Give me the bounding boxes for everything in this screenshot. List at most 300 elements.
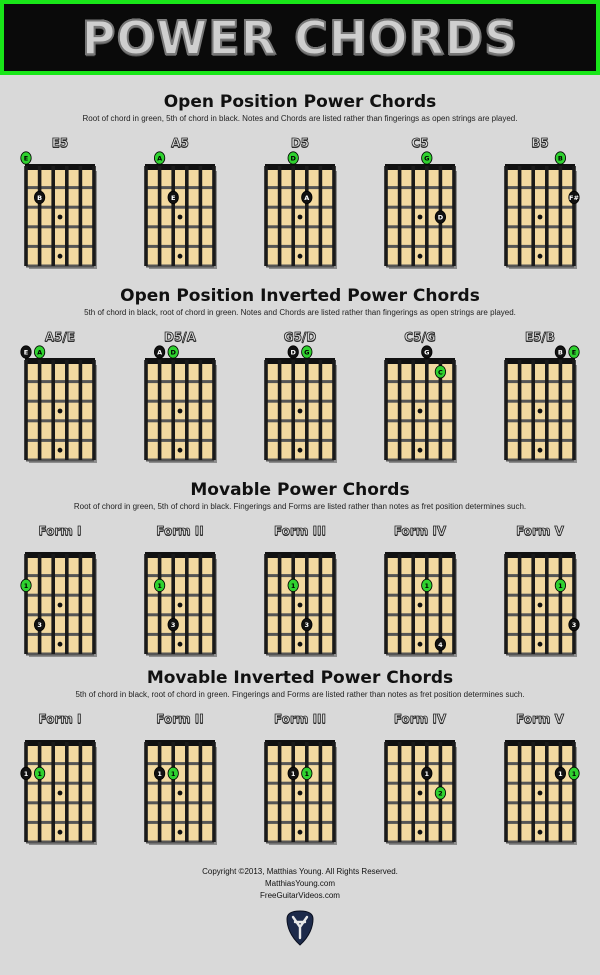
string-line — [384, 742, 388, 842]
fret-line — [146, 380, 214, 383]
nut — [265, 740, 335, 746]
svg-text:1: 1 — [304, 770, 310, 778]
nut — [385, 552, 455, 558]
svg-text:1: 1 — [290, 770, 296, 778]
string-line — [425, 360, 429, 460]
nut — [505, 358, 575, 364]
string-line — [264, 742, 268, 842]
open-string-dot — [21, 346, 31, 358]
fret-marker — [178, 215, 183, 220]
fret-marker — [538, 215, 543, 220]
string-line — [51, 742, 55, 842]
fret-line — [266, 821, 334, 824]
string-line — [51, 166, 55, 266]
section-subtitle: Root of chord in green, 5th of chord in black. Notes and Chords are listed rather than fingerings as open strings are played. — [82, 114, 518, 123]
nut — [265, 552, 335, 558]
string-line — [411, 166, 415, 266]
string-line — [212, 742, 216, 842]
fretboard-diagram — [260, 330, 340, 470]
nut — [25, 740, 95, 746]
finger-dot — [435, 211, 445, 223]
svg-text:1: 1 — [23, 582, 29, 590]
svg-text:1: 1 — [571, 770, 577, 778]
string-line — [212, 360, 216, 460]
string-line — [545, 554, 549, 654]
finger-dot — [422, 152, 432, 164]
string-line — [158, 742, 162, 842]
string-line — [171, 166, 175, 266]
finger-dot — [288, 579, 298, 591]
string-line — [144, 166, 148, 266]
fret-line — [506, 439, 574, 442]
fret-line — [146, 225, 214, 228]
string-line — [319, 742, 323, 842]
finger-dot — [422, 579, 432, 591]
fret-line — [266, 574, 334, 577]
fret-marker — [538, 409, 543, 414]
finger-dot — [302, 767, 312, 779]
string-line — [199, 554, 203, 654]
svg-text:4: 4 — [438, 640, 443, 649]
chord-name: Form III — [274, 712, 326, 726]
string-line — [425, 554, 429, 654]
string-line — [38, 360, 42, 460]
string-line — [545, 166, 549, 266]
fret-line — [386, 186, 454, 189]
open-string-dot — [34, 346, 44, 358]
string-line — [305, 166, 309, 266]
finger-dot — [435, 787, 445, 799]
svg-text:D: D — [170, 348, 176, 357]
fret-line — [386, 613, 454, 616]
finger-dot — [34, 191, 44, 203]
chord-name: C5/G — [404, 330, 436, 344]
svg-text:A: A — [157, 348, 163, 357]
finger-dot — [34, 767, 44, 779]
svg-text:1: 1 — [170, 770, 176, 778]
fretboard-diagram — [260, 136, 340, 276]
fret-line — [146, 186, 214, 189]
fret-line — [386, 265, 454, 268]
fretboard-diagram — [380, 712, 460, 852]
fret-marker — [298, 254, 303, 259]
finger-dot — [168, 191, 178, 203]
svg-text:D: D — [290, 154, 296, 163]
fret-line — [26, 265, 94, 268]
finger-dot — [21, 579, 31, 591]
string-line — [504, 554, 508, 654]
chord-name: C5 — [411, 136, 429, 150]
nut — [385, 740, 455, 746]
svg-text:E: E — [571, 348, 577, 357]
string-line — [79, 742, 83, 842]
fretboard-diagram — [380, 136, 460, 276]
string-line — [144, 742, 148, 842]
fret-line — [506, 762, 574, 765]
fret-marker — [418, 448, 423, 453]
string-line — [559, 166, 563, 266]
chord-name: D5 — [290, 136, 310, 150]
fret-line — [146, 613, 214, 616]
svg-text:G: G — [424, 154, 430, 163]
fret-line — [266, 206, 334, 209]
string-line — [545, 360, 549, 460]
fret-marker — [58, 215, 63, 220]
fret-marker — [538, 791, 543, 796]
open-string-dot — [288, 346, 298, 358]
fret-marker — [298, 215, 303, 220]
svg-text:G: G — [304, 348, 310, 357]
string-line — [278, 166, 282, 266]
section-title: Open Position Inverted Power Chords — [120, 286, 480, 306]
finger-dot — [569, 618, 579, 630]
string-line — [158, 360, 162, 460]
string-line — [24, 360, 28, 460]
finger-dot — [555, 579, 565, 591]
string-line — [518, 554, 522, 654]
fret-marker — [178, 448, 183, 453]
fret-line — [386, 206, 454, 209]
fret-line — [506, 380, 574, 383]
fret-marker — [418, 830, 423, 835]
fret-line — [26, 594, 94, 597]
nut — [25, 164, 95, 170]
title-banner — [0, 0, 600, 75]
fret-marker — [298, 791, 303, 796]
string-line — [24, 742, 28, 842]
svg-text:B: B — [37, 194, 43, 202]
string-line — [38, 554, 42, 654]
fret-line — [506, 653, 574, 656]
string-line — [38, 742, 42, 842]
fret-line — [506, 459, 574, 462]
fret-line — [386, 594, 454, 597]
svg-text:A: A — [37, 348, 43, 357]
fretboard-diagram — [140, 136, 220, 276]
fret-line — [26, 245, 94, 248]
string-line — [212, 554, 216, 654]
section-title: Open Position Power Chords — [163, 92, 437, 112]
string-line — [319, 360, 323, 460]
fret-line — [26, 419, 94, 422]
fret-marker — [58, 409, 63, 414]
string-line — [545, 742, 549, 842]
string-line — [291, 166, 295, 266]
nut — [505, 740, 575, 746]
string-line — [264, 360, 268, 460]
fret-line — [386, 400, 454, 403]
fret-line — [146, 206, 214, 209]
section-title: Movable Power Chords — [190, 480, 410, 500]
page-title: POWER CHORDS — [81, 10, 519, 65]
fret-line — [506, 801, 574, 804]
fret-line — [146, 841, 214, 844]
string-line — [199, 166, 203, 266]
fretboard-diagram — [260, 524, 340, 664]
finger-dot — [288, 767, 298, 779]
fret-line — [26, 186, 94, 189]
string-line — [572, 554, 576, 654]
fret-line — [266, 653, 334, 656]
svg-text:3: 3 — [170, 621, 176, 630]
chord-name: E5 — [51, 136, 69, 150]
string-line — [452, 554, 456, 654]
fret-marker — [538, 642, 543, 647]
fret-line — [506, 186, 574, 189]
open-string-dot — [569, 346, 579, 358]
string-line — [278, 742, 282, 842]
svg-text:1: 1 — [23, 770, 29, 778]
chord-name: Form III — [274, 524, 326, 538]
fret-line — [266, 762, 334, 765]
nut — [145, 358, 215, 364]
string-line — [384, 166, 388, 266]
fret-line — [386, 419, 454, 422]
fret-line — [146, 782, 214, 785]
fret-line — [266, 613, 334, 616]
string-line — [384, 554, 388, 654]
string-line — [92, 742, 96, 842]
string-line — [332, 554, 336, 654]
fret-line — [386, 653, 454, 656]
svg-text:A: A — [304, 194, 310, 202]
string-line — [572, 742, 576, 842]
fret-line — [386, 762, 454, 765]
string-line — [559, 360, 563, 460]
nut — [265, 358, 335, 364]
string-line — [158, 554, 162, 654]
svg-text:1: 1 — [424, 770, 430, 778]
fret-marker — [178, 791, 183, 796]
svg-text:D: D — [290, 348, 296, 357]
fret-line — [146, 574, 214, 577]
fretboard-diagram — [20, 524, 100, 664]
copyright-text: Copyright ©2013, Matthias Young. All Rights Reserved. — [202, 867, 398, 876]
fret-line — [506, 841, 574, 844]
fret-line — [26, 574, 94, 577]
fret-line — [26, 841, 94, 844]
chord-name: Form V — [516, 524, 564, 538]
string-line — [65, 554, 69, 654]
string-line — [51, 360, 55, 460]
fret-line — [26, 380, 94, 383]
fret-line — [266, 801, 334, 804]
section-subtitle: 5th of chord in black, root of chord in green. Notes and Chords are listed rather than fingerings as open strings are played. — [84, 308, 516, 317]
string-line — [531, 360, 535, 460]
string-line — [199, 742, 203, 842]
fretboard-diagram — [20, 330, 100, 470]
fret-line — [26, 782, 94, 785]
fret-line — [506, 782, 574, 785]
fret-marker — [178, 603, 183, 608]
open-string-dot — [422, 346, 432, 358]
fretboard-diagram — [500, 524, 580, 664]
finger-dot — [435, 638, 445, 650]
fret-line — [146, 400, 214, 403]
finger-dot — [555, 152, 565, 164]
fret-line — [266, 400, 334, 403]
fretboard-diagram — [140, 330, 220, 470]
open-string-dot — [288, 152, 298, 164]
fret-marker — [298, 448, 303, 453]
fret-marker — [538, 830, 543, 835]
chord-name: A5/E — [44, 330, 76, 344]
fret-line — [386, 801, 454, 804]
svg-text:G: G — [424, 348, 430, 357]
chord-name: Form V — [516, 712, 564, 726]
section-title: Movable Inverted Power Chords — [146, 668, 454, 688]
fretboard-diagram — [380, 330, 460, 470]
fret-line — [386, 821, 454, 824]
svg-text:B: B — [557, 154, 563, 163]
open-string-dot — [21, 152, 31, 164]
fret-line — [266, 439, 334, 442]
string-line — [504, 360, 508, 460]
chord-name: G5/D — [283, 330, 317, 344]
string-line — [185, 360, 189, 460]
finger-dot — [555, 767, 565, 779]
fret-line — [146, 821, 214, 824]
string-line — [185, 742, 189, 842]
fret-line — [26, 762, 94, 765]
fret-marker — [178, 642, 183, 647]
guitar-pick-logo-icon — [286, 910, 314, 946]
string-line — [411, 554, 415, 654]
string-line — [518, 742, 522, 842]
string-line — [171, 554, 175, 654]
fret-line — [506, 821, 574, 824]
svg-text:1: 1 — [37, 770, 42, 778]
nut — [385, 164, 455, 170]
fret-line — [146, 419, 214, 422]
svg-text:3: 3 — [37, 621, 42, 630]
fret-line — [146, 265, 214, 268]
svg-text:3: 3 — [304, 621, 310, 630]
string-line — [171, 360, 175, 460]
fret-line — [506, 206, 574, 209]
string-line — [171, 742, 175, 842]
string-line — [92, 360, 96, 460]
string-line — [92, 554, 96, 654]
finger-dot — [422, 767, 432, 779]
svg-text:E: E — [23, 348, 29, 357]
nut — [265, 164, 335, 170]
fret-line — [26, 206, 94, 209]
string-line — [398, 166, 402, 266]
fret-marker — [418, 215, 423, 220]
chord-name: Form II — [156, 712, 204, 726]
nut — [145, 164, 215, 170]
open-string-dot — [302, 346, 312, 358]
string-line — [158, 166, 162, 266]
string-line — [531, 554, 535, 654]
string-line — [291, 360, 295, 460]
fret-line — [266, 265, 334, 268]
fretboard-diagram — [380, 524, 460, 664]
fret-line — [146, 245, 214, 248]
fret-line — [266, 841, 334, 844]
fret-line — [26, 225, 94, 228]
svg-text:1: 1 — [558, 770, 563, 778]
fretboard-diagram — [20, 136, 100, 276]
fret-line — [146, 459, 214, 462]
nut — [25, 552, 95, 558]
fretboard-diagram — [500, 712, 580, 852]
fret-line — [266, 459, 334, 462]
fret-line — [386, 380, 454, 383]
svg-text:1: 1 — [424, 582, 430, 590]
svg-text:E: E — [23, 154, 29, 163]
chord-name: B5 — [531, 136, 549, 150]
string-line — [504, 742, 508, 842]
string-line — [264, 554, 268, 654]
section-subtitle: Root of chord in green, 5th of chord in black. Fingerings and Forms are listed rather than notes as fret position determines such. — [73, 502, 527, 511]
open-string-dot — [154, 346, 164, 358]
fret-marker — [538, 448, 543, 453]
nut — [505, 552, 575, 558]
fret-line — [26, 653, 94, 656]
fret-line — [386, 574, 454, 577]
fret-marker — [178, 830, 183, 835]
string-line — [504, 166, 508, 266]
string-line — [79, 554, 83, 654]
string-line — [425, 742, 429, 842]
string-line — [92, 166, 96, 266]
fretboard-diagram — [140, 524, 220, 664]
finger-dot — [302, 618, 312, 630]
fret-line — [26, 801, 94, 804]
fret-line — [266, 782, 334, 785]
string-line — [425, 166, 429, 266]
finger-dot — [435, 366, 445, 378]
fret-marker — [418, 791, 423, 796]
site-link-matthiasyoung[interactable]: MatthiasYoung.com — [265, 879, 335, 888]
string-line — [291, 554, 295, 654]
fret-line — [506, 265, 574, 268]
nut — [25, 358, 95, 364]
string-line — [212, 166, 216, 266]
fret-line — [146, 633, 214, 636]
fretboard-diagram — [500, 136, 580, 276]
svg-text:1: 1 — [157, 582, 162, 590]
string-line — [452, 742, 456, 842]
fret-line — [266, 419, 334, 422]
fret-marker — [58, 254, 63, 259]
fretboard-diagram — [140, 712, 220, 852]
fret-line — [146, 801, 214, 804]
fret-marker — [58, 791, 63, 796]
fretboard-diagram — [20, 712, 100, 852]
string-line — [278, 554, 282, 654]
fret-line — [386, 782, 454, 785]
fret-marker — [418, 254, 423, 259]
chord-name: Form I — [38, 712, 82, 726]
string-line — [199, 360, 203, 460]
string-line — [79, 360, 83, 460]
svg-text:1: 1 — [290, 582, 296, 590]
string-line — [24, 166, 28, 266]
string-line — [319, 554, 323, 654]
nut — [145, 552, 215, 558]
open-string-dot — [154, 152, 164, 164]
string-line — [398, 360, 402, 460]
site-link-freeguitarvideos[interactable]: FreeGuitarVideos.com — [260, 891, 340, 900]
svg-text:B: B — [557, 348, 563, 357]
string-line — [518, 360, 522, 460]
fret-marker — [298, 642, 303, 647]
fret-line — [266, 633, 334, 636]
fret-line — [506, 594, 574, 597]
